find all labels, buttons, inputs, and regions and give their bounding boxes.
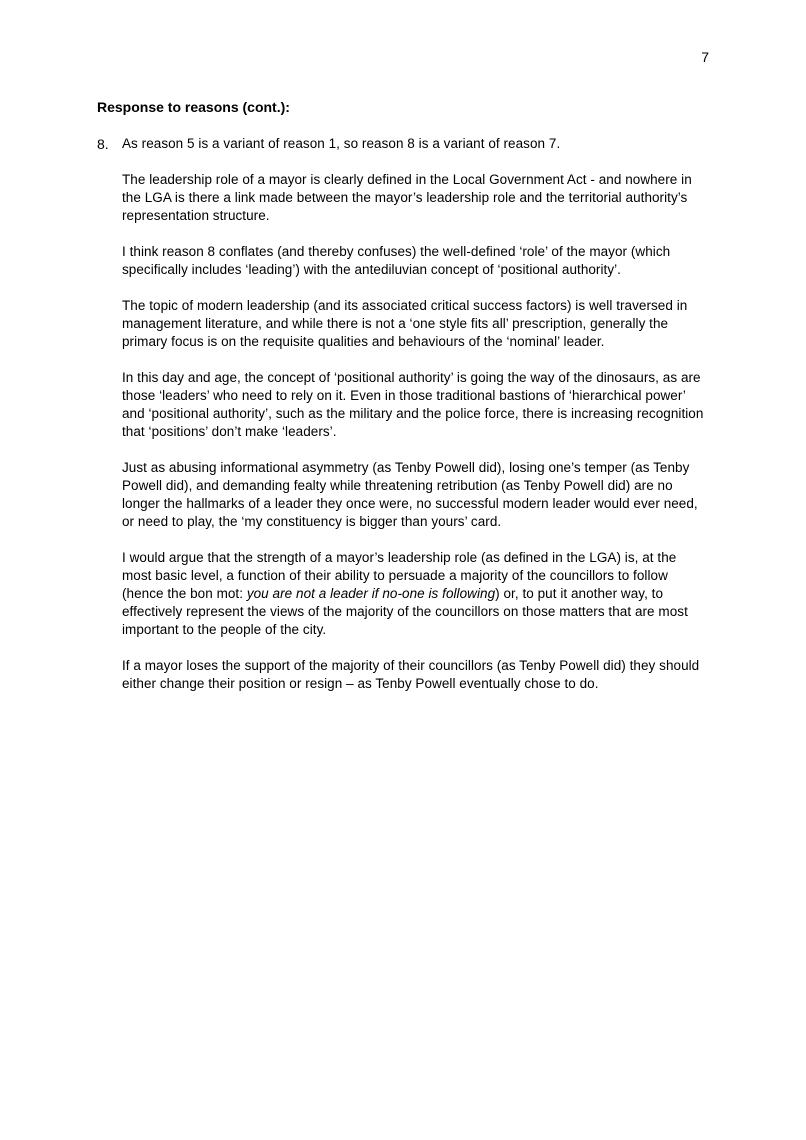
paragraph-1: As reason 5 is a variant of reason 1, so reason 8 is a variant of reason 7. [122,136,561,151]
list-item-number: 8. [97,136,109,152]
list-item-body [122,135,709,711]
paragraph-7 [122,549,709,639]
paragraph-5: In this day and age, the concept of ‘positional authority’ is going the way of the dinosaurs, as are those ‘leaders’ who need to rely on it. Even in those traditional bastions of ‘hierarchical power’ and ‘positional authority’, such as the military and the police force, there is increasing recognition that ‘positions’ don’t make ‘leaders’. [122,370,704,439]
paragraph-8: If a mayor loses the support of the majority of their councillors (as Tenby Powell did) they should either change their position or resign – as Tenby Powell eventually chose to do. [122,658,700,691]
paragraph-7-text-after: ) or, to put it another way, to effectively represent the views of the majority of the councillors on those matters that are most important to the people of the city. [122,586,688,637]
section-heading: Response to reasons (cont.): [97,99,290,115]
bon-mot-italic: you are not a leader if no-one is following [246,586,496,601]
paragraph-3: I think reason 8 conflates (and thereby confuses) the well-defined ‘role’ of the mayor (which specifically includes ‘leading’) with the antediluvian concept of ‘positional authority’. [122,244,671,277]
paragraph-4: The topic of modern leadership (and its associated critical success factors) is well traversed in management literature, and while there is not a ‘one style fits all’ prescription, generally the primary focus is on the requisite qualities and behaviours of the ‘nominal’ leader. [122,298,688,349]
paragraph-7-text-before: I would argue that the strength of a mayor’s leadership role (as defined in the LGA) is, at the most basic level, a function of their ability to persuade a majority of the councillors to follow (hence the bon mot: [122,550,677,601]
paragraph-6: Just as abusing informational asymmetry (as Tenby Powell did), losing one’s temper (as Tenby Powell did), and demanding fealty while threatening retribution (as Tenby Powell did) are no longer the hallmarks of a leader they once were, no successful modern leader would ever need, or need to play, the ‘my constituency is bigger than yours’ card. [122,460,698,529]
page-number: 7 [701,49,709,65]
paragraph-2: The leadership role of a mayor is clearly defined in the Local Government Act - and nowhere in the LGA is there a link made between the mayor’s leadership role and the territorial authority’s representation structure. [122,172,692,223]
